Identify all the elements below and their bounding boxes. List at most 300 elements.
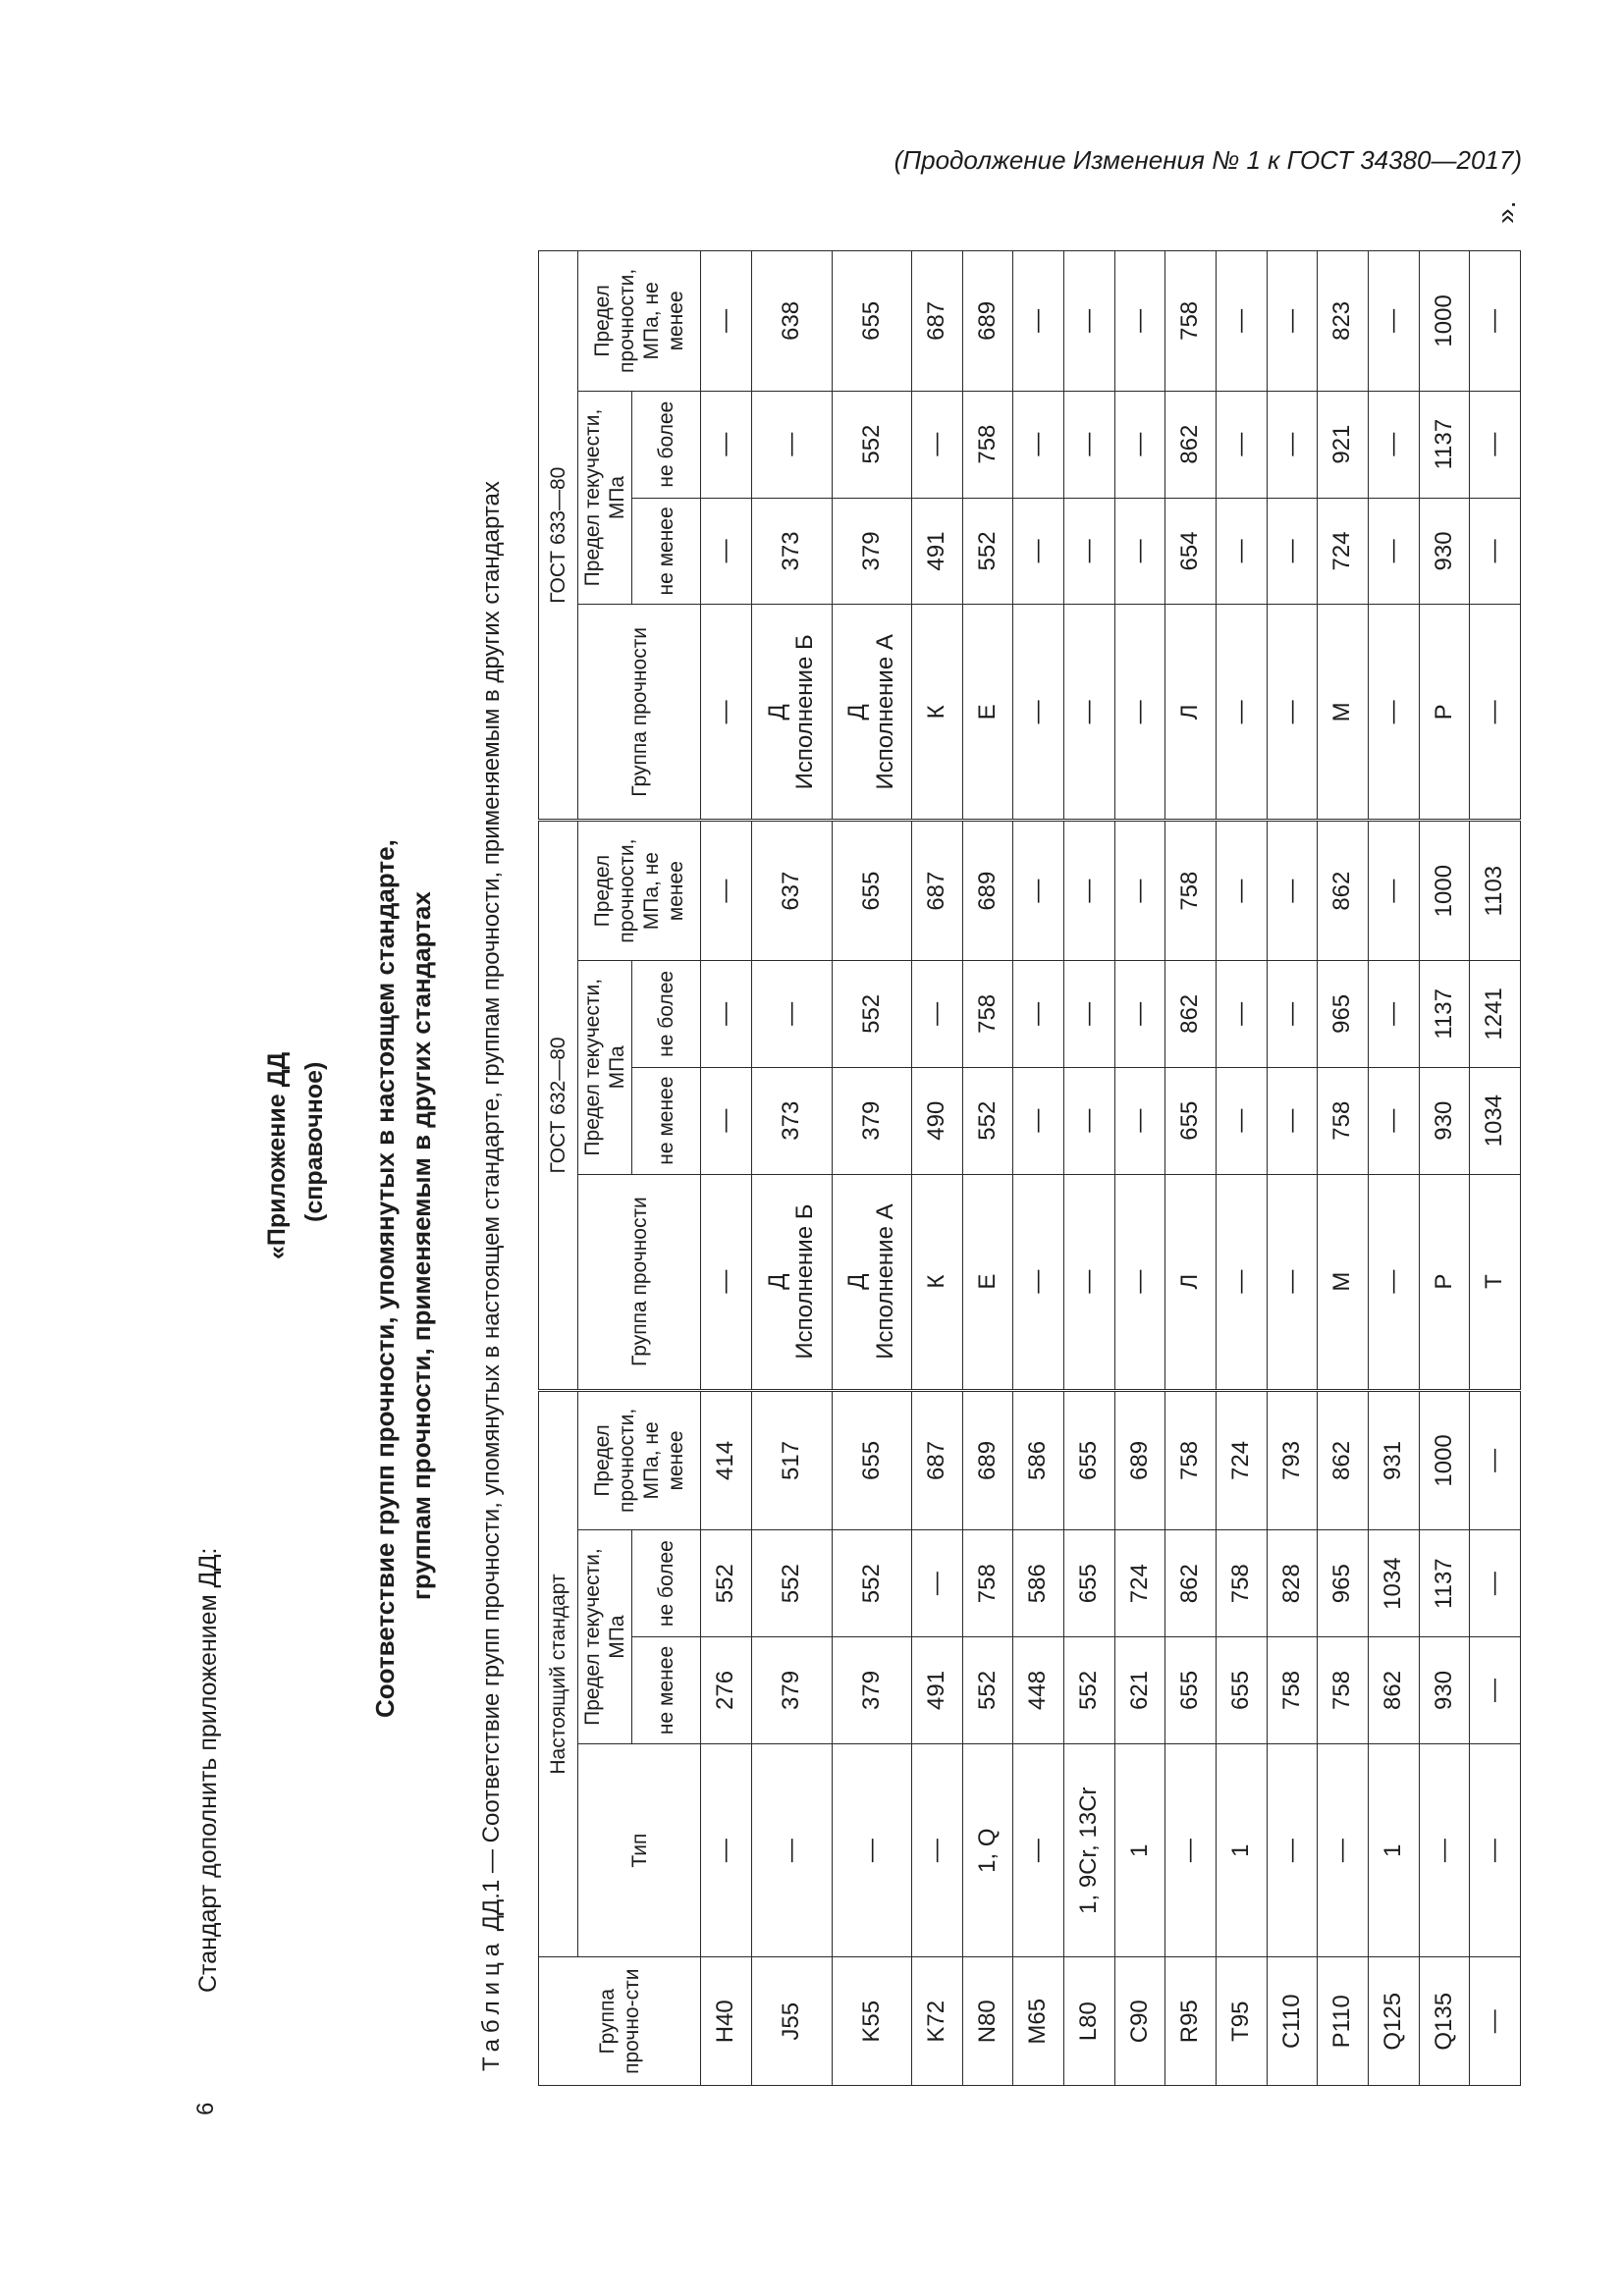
cell-ts633 [1470,251,1521,392]
cell-g632 [912,1174,963,1390]
cell-y633min-value: — [1024,539,1052,563]
cell-g633 [752,605,833,821]
cell-y633min [832,498,912,605]
cell-g632b-value: Исполнение Б [791,1203,819,1360]
cell-g632 [1165,1174,1217,1390]
cell-g632 [1217,1174,1268,1390]
cell-g632-value: — [1277,1269,1305,1294]
cell-ymin [1064,1637,1115,1744]
col-yield-633-header: Предел текучести, МПа [578,391,632,605]
cell-grade-value: Q125 [1379,1992,1406,2051]
closing-quote: ». [1490,200,1521,224]
cell-g632-value: Е [973,1273,1001,1290]
cell-y632max [962,960,1013,1067]
cell-ymax-value: — [1481,1572,1508,1596]
cell-ts-value: 655 [1075,1440,1103,1480]
cell-type [962,1743,1013,1957]
cell-y633max-value: — [1125,432,1153,456]
table-row [1217,251,1268,2086]
cell-grade-value: M65 [1024,1998,1052,2045]
cell-ts [1114,1390,1165,1530]
cell-grade [1368,1957,1419,2086]
cell-y632min [912,1067,963,1174]
cell-type [1267,1743,1318,1957]
cell-ts [1267,1390,1318,1530]
cell-y632max-value: 1241 [1481,988,1508,1041]
cell-y633min [962,498,1013,605]
cell-grade-value: K55 [857,2000,885,2043]
cell-type-value: — [1024,1839,1052,1863]
cell-ts-value: 1000 [1430,1434,1457,1487]
cell-grade-value: J55 [777,2002,804,2041]
cell-ts [701,1390,752,1530]
cell-ymax-value: 758 [1226,1564,1254,1604]
cell-ts632 [1064,821,1115,961]
cell-y632max-value: 552 [857,993,885,1034]
cell-y632min-value: 373 [777,1100,804,1141]
cell-g633-value: — [712,700,739,724]
cell-g632 [701,1174,752,1390]
cell-y632min-value: — [1277,1108,1305,1133]
cell-g632 [752,1174,833,1390]
cell-ts632-value: — [1125,879,1153,903]
cell-y633max [962,391,1013,498]
col-min-632-header: не менее [632,1067,701,1174]
cell-grade [912,1957,963,2086]
cell-ts633 [1267,251,1318,392]
cell-ymin-value: 655 [1226,1670,1254,1710]
cell-y632max-value: 758 [973,993,1001,1034]
cell-type-value: — [712,1839,739,1863]
cell-y632min [701,1067,752,1174]
cell-ts-value: 862 [1328,1440,1356,1480]
cell-ts [1318,1390,1369,1530]
table-caption [478,481,506,2071]
cell-ymin [1165,1637,1217,1744]
cell-grade [752,1957,833,2086]
cell-y632min [1165,1067,1217,1174]
cell-g633 [1318,605,1369,821]
cell-y633max-value: 862 [1176,424,1204,464]
cell-ymin-value: 552 [973,1670,1001,1710]
cell-y633max [752,391,833,498]
cell-y632max [1419,960,1470,1067]
cell-y633min [1165,498,1217,605]
cell-g633 [1368,605,1419,821]
table-body [701,251,1521,2086]
cell-g633b-value: Исполнение Б [791,634,819,790]
cell-ts632-value: 862 [1328,871,1356,911]
cell-type-value: — [1430,1839,1457,1863]
cell-g632b-value: Исполнение А [871,1203,898,1360]
cell-g633-value: — [1125,700,1153,724]
cell-y633min [1419,498,1470,605]
cell-ymax-value: 758 [973,1564,1001,1604]
cell-type [1217,1743,1268,1957]
cell-type [1318,1743,1369,1957]
cell-ymin [1368,1637,1419,1744]
cell-ts [912,1390,963,1530]
cell-type [1064,1743,1115,1957]
cell-ts-value: 414 [712,1440,739,1480]
cell-ts633-value: 687 [923,300,950,341]
table-row [1165,251,1217,2086]
cell-y632min-value: 490 [923,1100,950,1141]
cell-g633 [1013,605,1064,821]
cell-ts633-value: — [1277,308,1305,333]
cell-g633 [832,605,912,821]
cell-y633max [912,391,963,498]
cell-ts632-value: 687 [923,871,950,911]
col-tensile-header: Предел прочности, МПа, не менее [578,1390,701,1530]
cell-ymax-value: 724 [1125,1564,1153,1604]
cell-y632min-value: — [1125,1108,1153,1133]
cell-ts632 [1013,821,1064,961]
heading-line-2: группам прочности, применяемым в других стандартах [406,891,436,1600]
cell-type [1470,1743,1521,1957]
cell-y632min-value: — [712,1108,739,1133]
cell-ts [1064,1390,1115,1530]
col-yield-632-header: Предел текучести, МПа [578,960,632,1174]
cell-g633-value: Д [843,704,871,721]
cell-type-value: 1, 9Cr, 13Cr [1075,1787,1103,1914]
cell-g633 [962,605,1013,821]
cell-y633min-value: — [1277,539,1305,563]
cell-g632-value: — [1379,1269,1406,1294]
cell-ymax-value: 552 [777,1564,804,1604]
cell-type [1114,1743,1165,1957]
cell-y633min-value: — [1075,539,1103,563]
col-min-633-header: не менее [632,498,701,605]
cell-g632-value: Р [1430,1273,1457,1290]
cell-y632min [1267,1067,1318,1174]
cell-ts633-value: — [1226,308,1254,333]
appendix-subtitle: (справочное) [300,1061,328,1222]
cell-ts632 [1419,821,1470,961]
cell-ymax [1165,1530,1217,1637]
cell-ts-value: 689 [1125,1440,1153,1480]
table-row [832,251,912,2086]
cell-ts633 [832,251,912,392]
cell-ymax [832,1530,912,1637]
cell-ymax [912,1530,963,1637]
cell-grade-value: C90 [1125,2000,1153,2044]
cell-grade [1419,1957,1470,2086]
cell-ts632 [912,821,963,961]
table-row [701,251,752,2086]
cell-y632max [1064,960,1115,1067]
cell-type [752,1743,833,1957]
cell-y632max-value: — [1075,1001,1103,1026]
cell-y632max [1217,960,1268,1067]
table-row [1267,251,1318,2086]
cell-ts-value: 517 [777,1440,804,1480]
cell-g632-value: М [1328,1271,1356,1292]
cell-y632max [1368,960,1419,1067]
cell-y633min-value: — [1379,539,1406,563]
cell-y633max-value: — [1075,432,1103,456]
cell-ymax [1064,1530,1115,1637]
cell-g632 [962,1174,1013,1390]
intro-text: Стандарт дополнить приложением ДД: [194,1547,222,1993]
cell-grade [832,1957,912,2086]
cell-ts632 [832,821,912,961]
cell-ts633-value: — [1075,308,1103,333]
cell-type-value: — [923,1839,950,1863]
cell-y632max-value: — [1379,1001,1406,1026]
cell-ts633 [1318,251,1369,392]
cell-y633min [1013,498,1064,605]
table-row [1114,251,1165,2086]
cell-ts [1368,1390,1419,1530]
cell-g632 [1368,1174,1419,1390]
cell-ts632-value: 1103 [1481,865,1508,917]
cell-ymax [701,1530,752,1637]
cell-ts-value: 793 [1277,1440,1305,1480]
cell-ts632-value: — [1075,879,1103,903]
cell-ymin [1470,1637,1521,1744]
col-max-header: не более [632,1530,701,1637]
cell-ymax-value: 828 [1277,1564,1305,1604]
cell-y633min [1318,498,1369,605]
cell-y633min-value: — [712,539,739,563]
cell-y633max [1419,391,1470,498]
cell-g633-value: — [1024,700,1052,724]
cell-y633max-value: 552 [857,424,885,464]
cell-grade-value: N80 [973,2000,1001,2044]
cell-ymax [1318,1530,1369,1637]
cell-ymax-value: 965 [1328,1564,1356,1604]
cell-ymax-value: 586 [1024,1564,1052,1604]
cell-ts633 [1064,251,1115,392]
cell-y632min-value: 1034 [1481,1094,1508,1148]
cell-y633min-value: — [1481,539,1508,563]
cell-y633max [1267,391,1318,498]
cell-type-value: — [1481,1839,1508,1863]
cell-ts632-value: — [1024,879,1052,903]
cell-ymin [1114,1637,1165,1744]
cell-y632max [832,960,912,1067]
cell-y632max-value: — [1024,1001,1052,1026]
cell-ts633-value: — [712,308,739,333]
cell-grade [1318,1957,1369,2086]
table-row [1318,251,1369,2086]
cell-ts633 [912,251,963,392]
caption-text: ДД.1 — Соответствие групп прочности, упомянутых в настоящем стандарте, группам прочности, применяемым в других стандартах [478,481,505,1932]
cell-type [832,1743,912,1957]
cell-y632max [1114,960,1165,1067]
cell-grade [701,1957,752,2086]
col-group-633-header: Группа прочности [578,605,701,821]
cell-g632 [1064,1174,1115,1390]
cell-g633-value: Д [763,704,790,721]
heading-line-1: Соответствие групп прочности, упомянутых в настоящем стандарте, [370,839,400,1718]
cell-y632min [1470,1067,1521,1174]
cell-y632max-value: — [777,1001,804,1026]
cell-y632max [1165,960,1217,1067]
cell-g633 [1064,605,1115,821]
group-gost-632: ГОСТ 632—80 [539,821,578,1390]
cell-ts633 [962,251,1013,392]
cell-y633max [1470,391,1521,498]
cell-g633-value: — [1481,700,1508,724]
col-tensile-632-header: Предел прочности, МПа, не менее [578,821,701,961]
cell-ymax [1217,1530,1268,1637]
cell-ts633-value: 823 [1328,300,1356,341]
cell-ts632-value: — [712,879,739,903]
table-row [1064,251,1115,2086]
cell-y632min-value: — [1379,1108,1406,1133]
cell-ts-value: 586 [1024,1440,1052,1480]
cell-ts [962,1390,1013,1530]
page-header: (Продолжение Изменения № 1 к ГОСТ 34380—2017) [893,145,1522,175]
cell-ts633 [701,251,752,392]
cell-y633max [1368,391,1419,498]
cell-g632 [1470,1174,1521,1390]
cell-y633max-value: — [712,432,739,456]
cell-ymax [1419,1530,1470,1637]
cell-y632max-value: — [1125,1001,1153,1026]
cell-g632 [1318,1174,1369,1390]
cell-grade [1470,1957,1521,2086]
cell-type [1419,1743,1470,1957]
cell-type-value: — [777,1839,804,1863]
cell-y632min [832,1067,912,1174]
cell-g632-value: Л [1176,1273,1204,1290]
cell-y632max-value: 862 [1176,993,1204,1034]
cell-y633max-value: 1137 [1430,418,1457,470]
cell-g633-value: Е [973,704,1001,721]
cell-grade-value: T95 [1226,2001,1254,2042]
cell-ymin-value: 552 [1075,1670,1103,1710]
cell-g632-value: — [1226,1269,1254,1294]
cell-ymin-value: 621 [1125,1670,1153,1710]
cell-ts633 [1165,251,1217,392]
cell-ymax [1368,1530,1419,1637]
cell-g633-value: — [1226,700,1254,724]
cell-y633min-value: — [1226,539,1254,563]
cell-ymax [752,1530,833,1637]
cell-ts633-value: 758 [1176,300,1204,341]
cell-g632 [832,1174,912,1390]
cell-ymax-value: 655 [1075,1564,1103,1604]
cell-grade [1217,1957,1268,2086]
cell-grade [1013,1957,1064,2086]
cell-ts633 [1013,251,1064,392]
cell-g633b-value: Исполнение А [871,634,898,790]
cell-ts [752,1390,833,1530]
cell-ts [832,1390,912,1530]
cell-y633max [832,391,912,498]
cell-y633max-value: — [1277,432,1305,456]
cell-y633min-value: 373 [777,531,804,571]
cell-g632-value: Д [763,1273,790,1290]
cell-ts632 [1165,821,1217,961]
cell-grade [1114,1957,1165,2086]
cell-y633min-value: 724 [1328,531,1356,571]
cell-g633-value: — [1075,700,1103,724]
cell-g633 [1470,605,1521,821]
cell-g633 [1217,605,1268,821]
cell-ymax-value: 1034 [1379,1557,1406,1610]
cell-ts-value: 655 [857,1440,885,1480]
cell-ts632-value: — [1226,879,1254,903]
cell-g632-value: — [1075,1269,1103,1294]
cell-y632max-value: — [923,1001,950,1026]
group-this-standard: Настоящий стандарт [539,1390,578,1957]
cell-y633min-value: 552 [973,531,1001,571]
cell-ymin-value: 491 [923,1670,950,1710]
cell-y632max [1318,960,1369,1067]
cell-ymax [962,1530,1013,1637]
cell-g632-value: — [712,1269,739,1294]
cell-grade-value: R95 [1176,2000,1204,2044]
table-row [1419,251,1470,2086]
cell-grade [1267,1957,1318,2086]
cell-y632min [1114,1067,1165,1174]
cell-y632min [962,1067,1013,1174]
cell-ymax [1114,1530,1165,1637]
cell-ts [1419,1390,1470,1530]
cell-type [1368,1743,1419,1957]
cell-ts633 [1419,251,1470,392]
cell-ts [1217,1390,1268,1530]
table-row [1013,251,1064,2086]
cell-g633-value: К [923,705,950,720]
cell-ymin-value: 930 [1430,1670,1457,1710]
cell-y633max-value: — [1481,432,1508,456]
cell-ymin [832,1637,912,1744]
cell-ts-value: 689 [973,1440,1001,1480]
cell-ymax-value: — [923,1572,950,1596]
cell-g633 [1419,605,1470,821]
col-max-633-header: не более [632,391,701,498]
cell-g632-value: — [1024,1269,1052,1294]
cell-type-value: — [857,1839,885,1863]
cell-g632 [1013,1174,1064,1390]
cell-ts632 [752,821,833,961]
cell-ts633-value: — [1024,308,1052,333]
cell-y632min-value: 758 [1328,1100,1356,1141]
cell-grade-value: — [1481,2009,1508,2034]
cell-g633 [1114,605,1165,821]
cell-ts633-value: 1000 [1430,294,1457,347]
cell-ymin [1217,1637,1268,1744]
cell-ymin [1419,1637,1470,1744]
cell-ymax-value: 1137 [1430,1558,1457,1609]
cell-ymin-value: 276 [712,1670,739,1710]
cell-y632max-value: — [712,1001,739,1026]
cell-ymin [701,1637,752,1744]
cell-g633-value: Р [1430,704,1457,721]
col-type-header: Тип [578,1743,701,1957]
table-row [962,251,1013,2086]
cell-ymin-value: 448 [1024,1670,1052,1710]
cell-y632max [1470,960,1521,1067]
cell-ymin [1267,1637,1318,1744]
cell-y633max-value: — [923,432,950,456]
cell-ts633-value: 638 [777,300,804,341]
cell-grade-value: P110 [1328,1995,1356,2049]
cell-ts632 [1368,821,1419,961]
cell-ymax-value: 862 [1176,1564,1204,1604]
cell-y633max-value: — [1379,432,1406,456]
cell-ymin-value: 758 [1328,1670,1356,1710]
cell-ts632-value: — [1379,879,1406,903]
col-max-632-header: не более [632,960,701,1067]
cell-g633 [1165,605,1217,821]
cell-ts633 [752,251,833,392]
